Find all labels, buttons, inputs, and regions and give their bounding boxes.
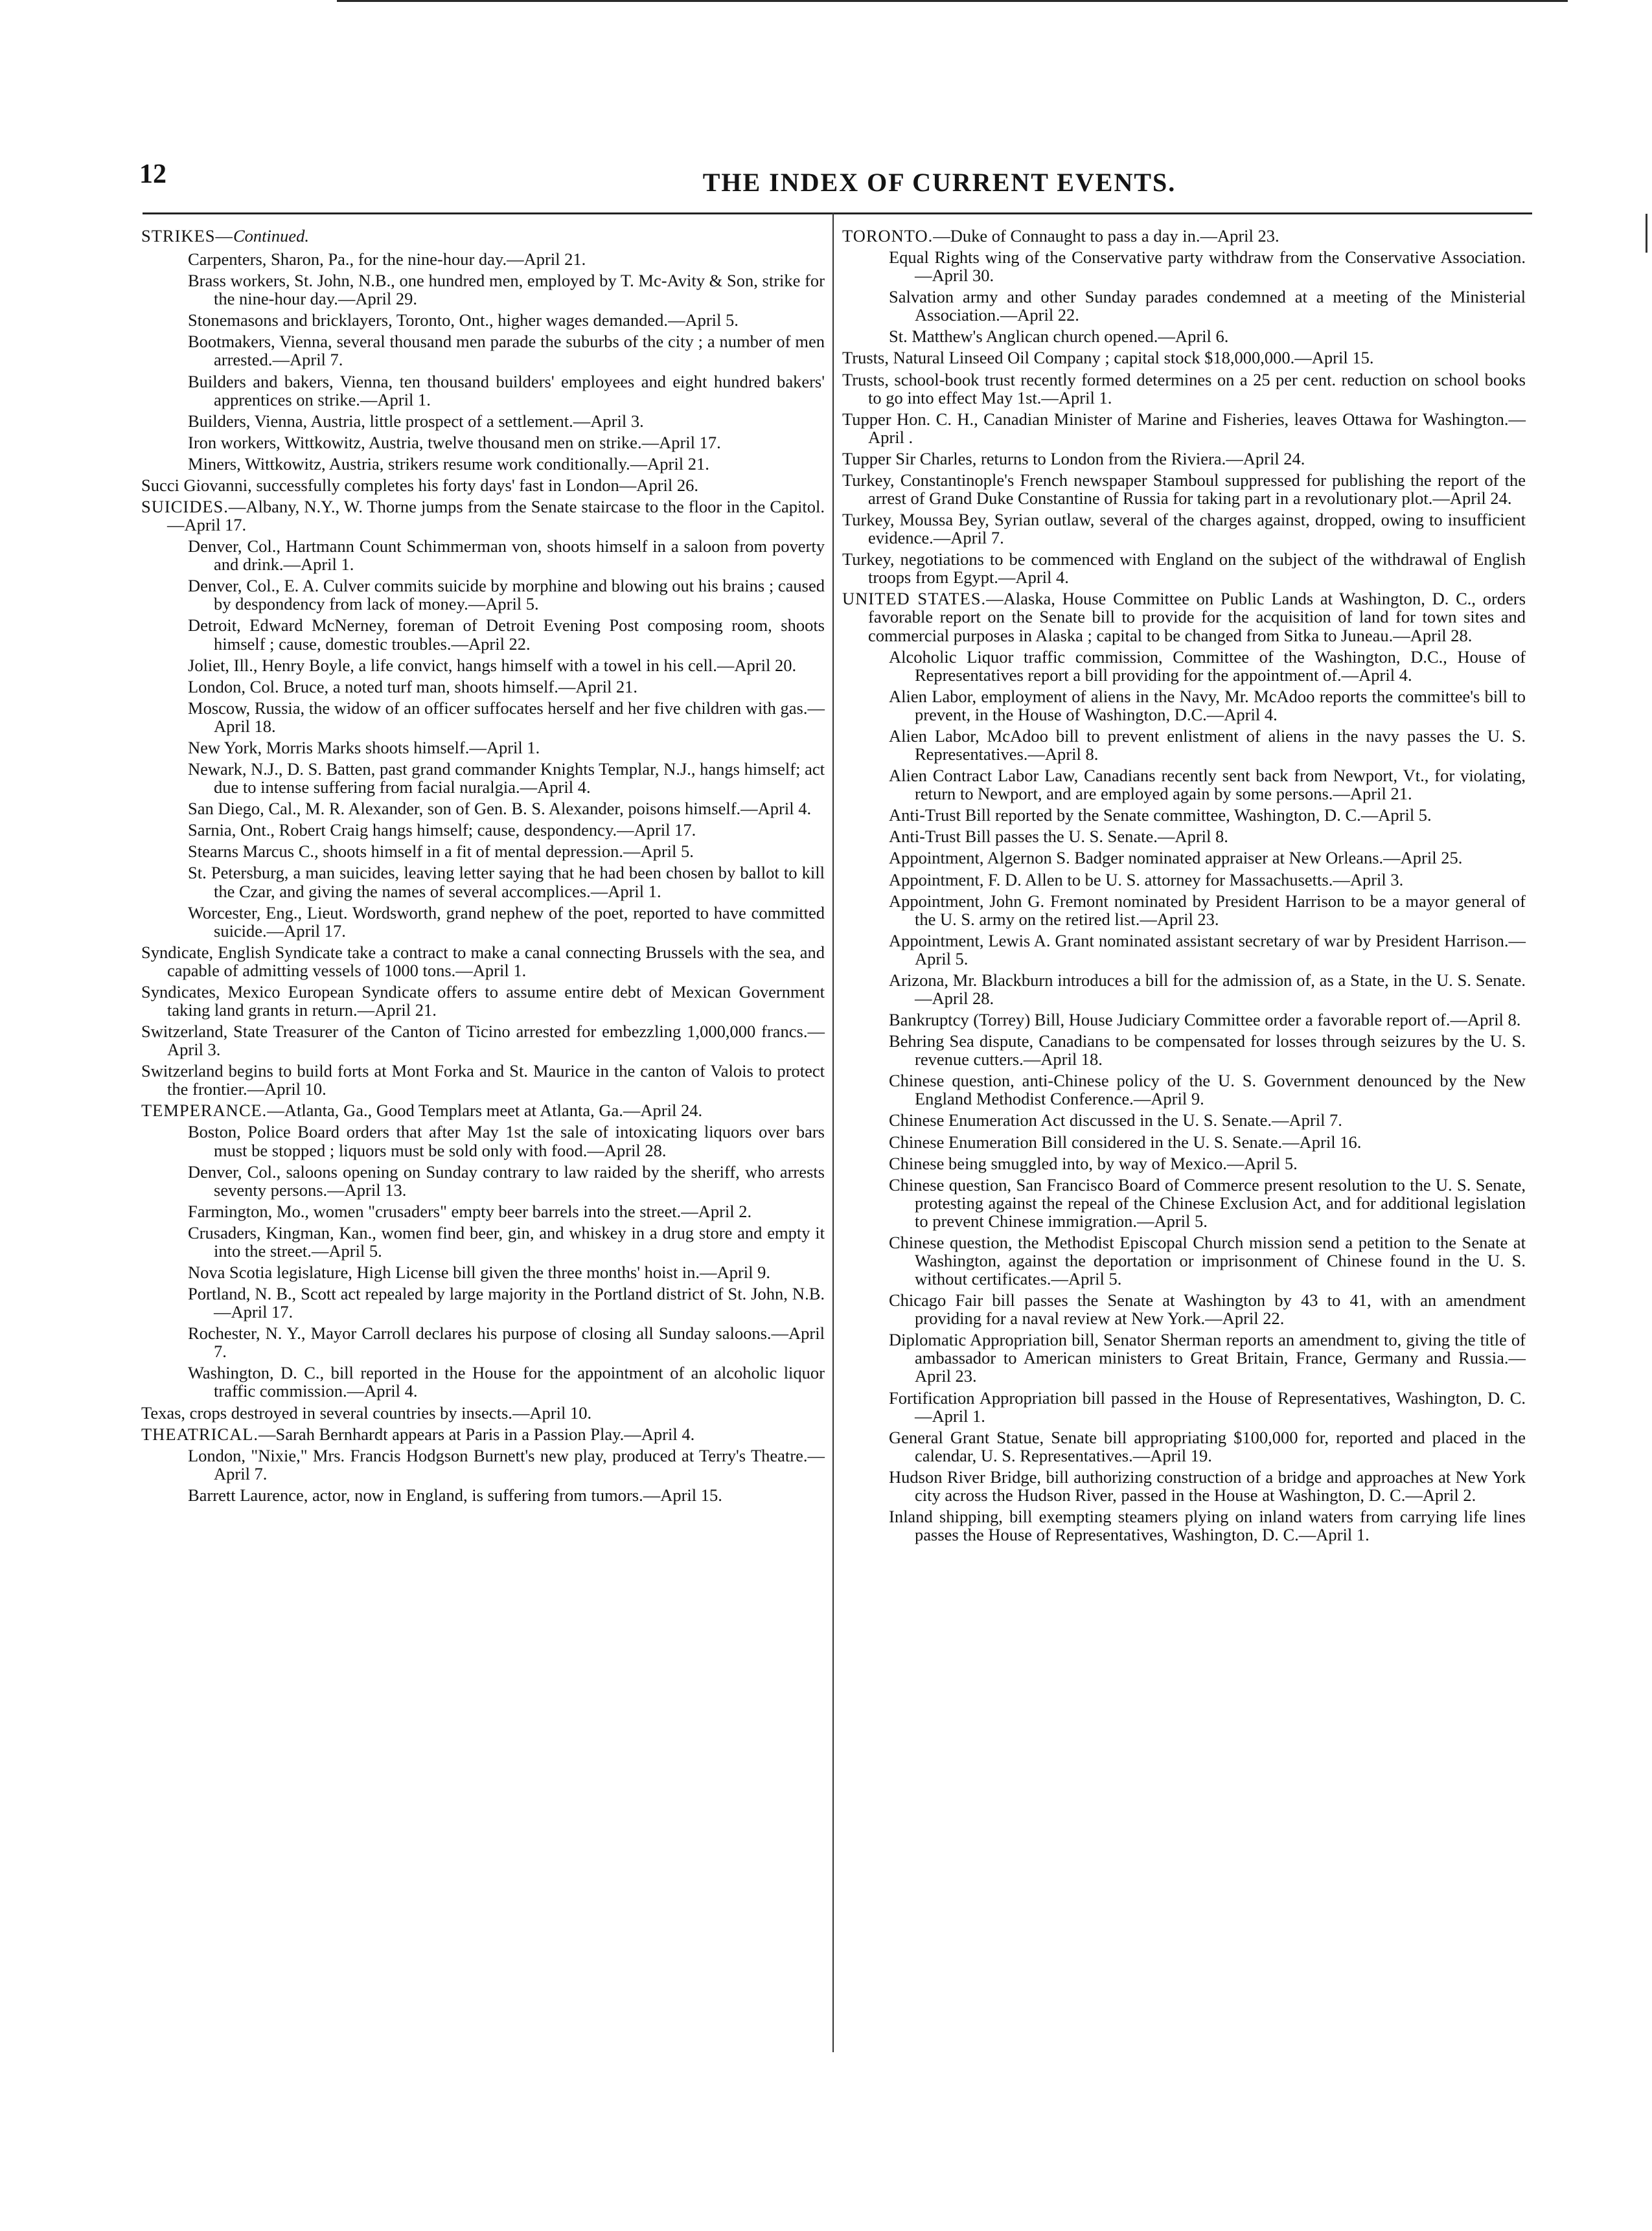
sub-entry: Worcester, Eng., Lieut. Wordsworth, grand nephew of the poet, reported to have committed suicide.—April 17. <box>188 902 825 941</box>
header-rule <box>143 212 1532 214</box>
section-entry <box>842 227 1526 245</box>
entry-text: —Alaska, House Committee on Public Lands at Washington, D. C., orders favorable report on the Senate bill to provide for the acquisition of land for town sites and commercial purposes in Alaska ; capital to be changed from Sitka to Juneau.—April 28. <box>868 589 1526 645</box>
sub-entry: Fortification Appropriation bill passed in the House of Representatives, Washington, D. C.—April 1. <box>889 1388 1526 1426</box>
sub-entry: Alcoholic Liquor traffic commission, Committee of the Washington, D.C., House of Representatives report a bill providing for the appointment of.—April 4. <box>889 646 1526 685</box>
entry-text: —Albany, N.Y., W. Thorne jumps from the Senate staircase to the floor in the Capitol.—April 17. <box>167 497 825 535</box>
section-entry <box>141 498 825 534</box>
sub-entry: Alien Labor, McAdoo bill to prevent enlistment of aliens in the navy passes the U. S. Representatives.—April 8. <box>889 726 1526 764</box>
section-entry <box>141 1101 825 1119</box>
index-entry: Succi Giovanni, successfully completes his forty days' fast in London—April 26. <box>141 475 698 495</box>
page-number: 12 <box>139 159 166 189</box>
page-title: THE INDEX OF CURRENT EVENTS. <box>702 168 1176 197</box>
sub-entry: Bankruptcy (Torrey) Bill, House Judiciary Committee order a favorable report of.—April 8. <box>889 1010 1521 1030</box>
sub-entry: Chinese question, San Francisco Board of Commerce present resolution to the U. S. Senate, protesting against the repeal of the Chinese Exclusion Act, and for additional legislation to prevent Chinese immigration.—April 5. <box>889 1174 1526 1231</box>
right-column <box>842 227 1526 1547</box>
sub-entry: Rochester, N. Y., Mayor Carroll declares his purpose of closing all Sunday saloons.—April 7. <box>188 1323 825 1362</box>
sub-entry: Arizona, Mr. Blackburn introduces a bill for the admission of, as a State, in the U. S. Senate.—April 28. <box>889 970 1526 1008</box>
section-entry <box>842 589 1526 644</box>
sub-entry: Chicago Fair bill passes the Senate at Washington by 43 to 41, with an amendment providing for a naval review at New York.—April 22. <box>889 1290 1526 1329</box>
entry-text: —Atlanta, Ga., Good Templars meet at Atlanta, Ga.—April 24. <box>267 1101 703 1121</box>
sub-entry: Detroit, Edward McNerney, foreman of Detroit Evening Post composing room, shoots himself ; cause, domestic troubles.—April 22. <box>188 615 825 654</box>
section-label: UNITED STATES. <box>842 589 987 609</box>
index-entry: Trusts, school-book trust recently formed determines on a 25 per cent. reduction on school books to go into effect May 1st.—April 1. <box>842 369 1526 407</box>
sub-entry: Newark, N.J., D. S. Batten, past grand commander Knights Templar, N.J., hangs himself; act due to intense suffering from facial nuralgia.—April 4. <box>188 759 825 797</box>
sub-entry: Farmington, Mo., women "crusaders" empty beer barrels into the street.—April 2. <box>188 1201 752 1221</box>
sub-entry: Moscow, Russia, the widow of an officer suffocates herself and her five children with gas.—April 18. <box>188 698 825 736</box>
sub-entry: Barrett Laurence, actor, now in England, is suffering from tumors.—April 15. <box>188 1485 722 1505</box>
sub-entry: Diplomatic Appropriation bill, Senator Sherman reports an amendment to, giving the title of ambassador to American ministers to Great Britain, France, Germany and Russia.—April 23. <box>889 1330 1526 1386</box>
sub-entry: Iron workers, Wittkowitz, Austria, twelve thousand men on strike.—April 17. <box>188 432 721 452</box>
continued-note: Continued. <box>233 226 310 246</box>
sub-entry: Boston, Police Board orders that after May 1st the sale of intoxicating liquors over bars must be stopped ; liquors must be sold only with food.—April 28. <box>188 1122 825 1160</box>
sub-entry: Denver, Col., E. A. Culver commits suicide by morphine and blowing out his brains ; caused by despondency from lack of money.—April 5. <box>188 576 825 614</box>
sub-entry: London, Col. Bruce, a noted turf man, shoots himself.—April 21. <box>188 676 638 696</box>
sub-entry: Appointment, Algernon S. Badger nominated appraiser at New Orleans.—April 25. <box>889 848 1463 868</box>
sub-entry: Carpenters, Sharon, Pa., for the nine-hour day.—April 21. <box>188 249 586 269</box>
sub-entry: Builders and bakers, Vienna, ten thousand builders' employees and eight hundred bakers' apprentices on strike.—April 1. <box>188 371 825 409</box>
edge-mark <box>1646 214 1647 253</box>
index-entry: Switzerland, State Treasurer of the Canton of Ticino arrested for embezzling 1,000,000 francs.—April 3. <box>141 1022 825 1060</box>
sub-entry: Bootmakers, Vienna, several thousand men parade the suburbs of the city ; a number of men arrested.—April 7. <box>188 332 825 370</box>
sub-entry: Chinese being smuggled into, by way of Mexico.—April 5. <box>889 1153 1298 1173</box>
sub-entry: Miners, Wittkowitz, Austria, strikers resume work conditionally.—April 21. <box>188 453 709 474</box>
sub-entry: Denver, Col., saloons opening on Sunday contrary to law raided by the sheriff, who arrests seventy persons.—April 13. <box>188 1161 825 1200</box>
sub-entry: General Grant Statue, Senate bill appropriating $100,000 for, reported and placed in the calendar, U. S. Representatives.—April 19. <box>889 1427 1526 1465</box>
sub-entry: Chinese Enumeration Act discussed in the U. S. Senate.—April 7. <box>889 1110 1342 1130</box>
sub-entry: Anti-Trust Bill reported by the Senate committee, Washington, D. C.—April 5. <box>889 805 1432 825</box>
sub-entry: Salvation army and other Sunday parades condemned at a meeting of the Ministerial Association.—April 22. <box>889 287 1526 325</box>
sub-entry: Brass workers, St. John, N.B., one hundred men, employed by T. Mc-Avity & Son, strike for the nine-hour day.—April 29. <box>188 271 825 309</box>
sub-entry: Sarnia, Ont., Robert Craig hangs himself; cause, despondency.—April 17. <box>188 820 696 840</box>
entry-text: —Duke of Connaught to pass a day in.—April 23. <box>933 226 1279 246</box>
index-entry: Texas, crops destroyed in several countries by insects.—April 10. <box>141 1402 592 1423</box>
sub-entry: St. Petersburg, a man suicides, leaving letter saying that he had been chosen by ballot to kill the Czar, and giving the names of several accomplices.—April 1. <box>188 863 825 901</box>
sub-entry: Behring Sea dispute, Canadians to be compensated for losses through seizures by the U. S. revenue cutters.—April 18. <box>889 1031 1526 1070</box>
section-label: TEMPERANCE. <box>141 1101 268 1121</box>
sub-entry: Chinese Enumeration Bill considered in the U. S. Senate.—April 16. <box>889 1132 1362 1152</box>
sub-entry: Builders, Vienna, Austria, little prospect of a settlement.—April 3. <box>188 411 644 431</box>
section-label: THEATRICAL. <box>141 1424 259 1444</box>
section-heading <box>141 227 825 245</box>
sub-entry: London, "Nixie," Mrs. Francis Hodgson Burnett's new play, produced at Terry's Theatre.—April 7. <box>188 1445 825 1483</box>
sub-entry: San Diego, Cal., M. R. Alexander, son of Gen. B. S. Alexander, poisons himself.—April 4. <box>188 799 812 819</box>
sub-entry: St. Matthew's Anglican church opened.—April 6. <box>889 326 1229 347</box>
column-divider <box>832 212 834 2052</box>
sub-entry: Appointment, F. D. Allen to be U. S. attorney for Massachusetts.—April 3. <box>889 869 1404 889</box>
index-entry: Tupper Sir Charles, returns to London from the Riviera.—April 24. <box>842 448 1305 468</box>
entry-text: —Sarah Bernhardt appears at Paris in a Passion Play.—April 4. <box>258 1424 695 1444</box>
sub-entry: Appointment, John G. Fremont nominated by President Harrison to be a mayor general of the U. S. army on the retired list.—April 23. <box>889 891 1526 929</box>
left-column <box>141 227 825 1507</box>
sub-entry: Washington, D. C., bill reported in the House for the appointment of an alcoholic liquor traffic commission.—April 4. <box>188 1363 825 1401</box>
index-entry: Switzerland begins to build forts at Mont Forka and St. Maurice in the canton of Valois to protect the frontier.—April 10. <box>141 1061 825 1099</box>
section-label: SUICIDES. <box>141 497 229 517</box>
sub-entry: Denver, Col., Hartmann Count Schimmerman von, shoots himself in a saloon from poverty and drink.—April 1. <box>188 536 825 575</box>
top-edge-rule <box>337 0 1568 2</box>
index-entry: Turkey, Moussa Bey, Syrian outlaw, several of the charges against, dropped, owing to insufficient evidence.—April 7. <box>842 510 1526 548</box>
index-entry: Turkey, Constantinople's French newspaper Stamboul suppressed for publishing the report of the arrest of Grand Duke Constantine of Russia for taking part in a revolutionary plot.—April 24. <box>842 470 1526 509</box>
sub-entry: Joliet, Ill., Henry Boyle, a life convict, hangs himself with a towel in his cell.—April 20. <box>188 655 797 675</box>
sub-entry: Alien Labor, employment of aliens in the Navy, Mr. McAdoo reports the committee's bill to prevent, in the House of Washington, D.C.—April 4. <box>889 686 1526 724</box>
section-entry <box>141 1425 825 1443</box>
sub-entry: Portland, N. B., Scott act repealed by large majority in the Portland district of St. John, N.B.—April 17. <box>188 1284 825 1322</box>
index-entry: Tupper Hon. C. H., Canadian Minister of Marine and Fisheries, leaves Ottawa for Washington.—April . <box>842 409 1526 447</box>
sub-entry: Appointment, Lewis A. Grant nominated assistant secretary of war by President Harrison.—April 5. <box>889 930 1526 968</box>
sub-entry: Alien Contract Labor Law, Canadians recently sent back from Newport, Vt., for violating, return to Newport, and are employed again by some persons.—April 21. <box>889 766 1526 804</box>
sub-entry: Chinese question, anti-Chinese policy of the U. S. Government denounced by the New England Methodist Conference.—April 9. <box>889 1071 1526 1109</box>
sub-entry: Chinese question, the Methodist Episcopal Church mission send a petition to the Senate at Washington, against the deportation or imprisonment of Chinese found in the U. S. without certificates.—April 5. <box>889 1232 1526 1289</box>
section-label: STRIKES— <box>141 226 233 246</box>
index-entry: Syndicates, Mexico European Syndicate offers to assume entire debt of Mexican Government taking land grants in return.—April 21. <box>141 981 825 1020</box>
sub-entry: Nova Scotia legislature, High License bill given the three months' hoist in.—April 9. <box>188 1262 770 1282</box>
sub-entry: Stonemasons and bricklayers, Toronto, Ont., higher wages demanded.—April 5. <box>188 310 739 330</box>
sub-entry: Anti-Trust Bill passes the U. S. Senate.—April 8. <box>889 827 1228 847</box>
sub-entry: Equal Rights wing of the Conservative party withdraw from the Conservative Association.—April 30. <box>889 247 1526 286</box>
sub-entry: Hudson River Bridge, bill authorizing construction of a bridge and approaches at New York city across the Hudson River, passed in the House at Washington, D. C.—April 2. <box>889 1467 1526 1505</box>
index-entry: Syndicate, English Syndicate take a contract to make a canal connecting Brussels with the sea, and capable of admitting vessels of 1000 tons.—April 1. <box>141 942 825 980</box>
sub-entry: Crusaders, Kingman, Kan., women find beer, gin, and whiskey in a drug store and empty it into the street.—April 5. <box>188 1222 825 1261</box>
sub-entry: Stearns Marcus C., shoots himself in a fit of mental depression.—April 5. <box>188 841 694 862</box>
sub-entry: New York, Morris Marks shoots himself.—April 1. <box>188 737 540 757</box>
index-entry: Trusts, Natural Linseed Oil Company ; capital stock $18,000,000.—April 15. <box>842 348 1374 368</box>
section-label: TORONTO. <box>842 226 934 246</box>
sub-entry: Inland shipping, bill exempting steamers plying on inland waters from carrying life lines passes the House of Representatives, Washington, D. C.—April 1. <box>889 1507 1526 1545</box>
index-entry: Turkey, negotiations to be commenced with England on the subject of the withdrawal of English troops from Egypt.—April 4. <box>842 549 1526 588</box>
